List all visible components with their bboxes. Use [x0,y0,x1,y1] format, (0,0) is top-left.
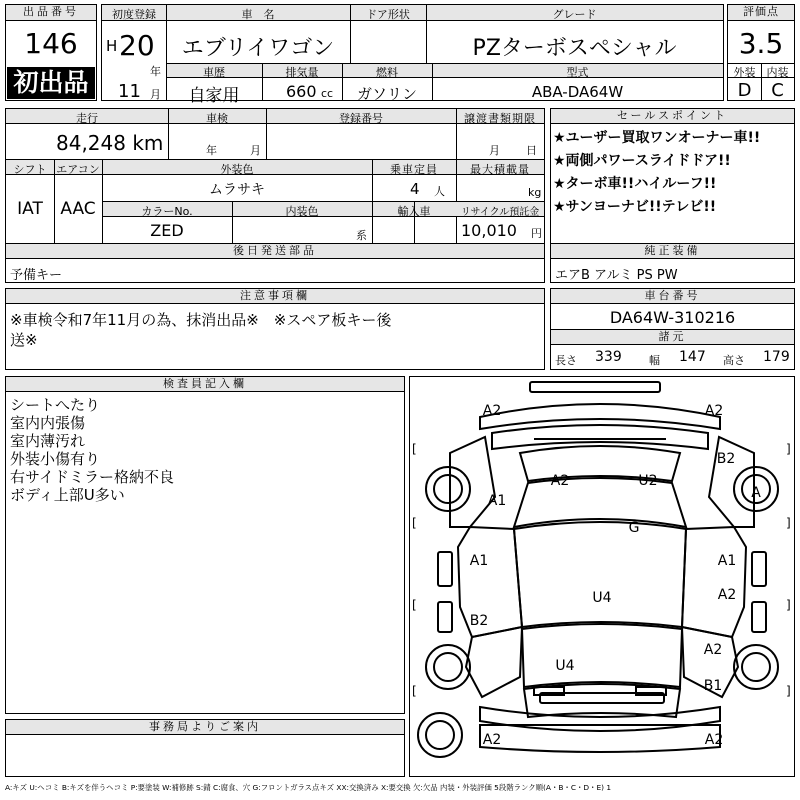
history-label: 車歴 [203,66,225,79]
first-reg-year: 20 [119,29,155,62]
notes-line-1: ※車検令和7年11月の為、抹消出品※ ※スペア板キー後 [10,311,392,329]
color-no-value: ZED [150,221,184,240]
notes-box [5,288,545,370]
inspector-line: 右サイドミラー格納不良 [10,468,174,486]
inspector-line: ボディ上部U多い [10,486,125,504]
damage-mark: A1 [717,553,737,569]
damage-mark: U4 [555,658,575,674]
mileage-label: 走行 [76,112,98,125]
reg-no-label: 登録番号 [339,112,383,125]
svg-text:[: [ [412,442,417,456]
capacity-label: 乗車定員 [390,163,438,176]
equip-label: 純正装備 [551,244,794,259]
svg-text:[: [ [412,598,417,612]
svg-text:[: [ [412,684,417,698]
model-label: 型式 [566,66,589,79]
chassis-label: 車台番号 [551,289,794,304]
spec-label: 諸元 [551,330,794,345]
inspector-line: 室内内張傷 [10,414,86,432]
displacement-label: 排気量 [285,66,319,79]
ext-color-value: ムラサキ [209,182,265,198]
capacity-value: 4 [410,180,420,198]
chassis-value: DA64W-310216 [609,308,736,327]
inspector-box [5,376,405,714]
svg-text:]: ] [786,442,791,456]
import-label: 輸入車 [397,205,431,218]
office-notice-label: 事務局よりご案内 [6,720,404,735]
first-reg-month: 11 [118,81,141,102]
damage-mark: A2 [704,403,724,419]
exterior-grade-label: 外装 [733,66,756,79]
damage-mark: A [751,485,761,501]
car-body-diagram [410,377,794,776]
later-parts-label: 後日発送部品 [6,244,544,259]
sales-points-label: セールスポイント [551,109,794,124]
width-value: 147 [679,349,706,365]
inspection-year-unit: 年 [206,144,217,157]
vehicle-header-table [101,4,724,106]
svg-text:]: ] [786,684,791,698]
transfer-day-unit: 日 [526,144,537,157]
svg-text:]: ] [786,516,791,530]
displacement-unit: cc [321,87,334,100]
sales-point-2: ★両側パワースライドドア!! [553,153,731,169]
load-label: 最大積載量 [470,163,530,176]
inspection-month-unit: 月 [250,144,261,157]
month-unit: 月 [150,88,161,101]
damage-mark: A2 [550,473,570,489]
sales-point-3: ★ターボ車!!ハイルーフ!! [553,176,717,192]
recycle-unit: 円 [531,227,542,240]
lot-number-box [5,4,97,101]
inspection-label: 車検 [206,112,228,125]
damage-mark: A2 [482,403,502,419]
transfer-month-unit: 月 [489,144,500,157]
length-value: 339 [595,349,622,365]
door-label: ドア形状 [366,8,410,21]
score-label: 評価点 [728,5,794,21]
aircon-value: AAC [60,199,96,219]
damage-mark: B1 [703,678,723,694]
ext-color-label: 外装色 [220,163,254,176]
fuel-label: 燃料 [376,66,398,79]
first-reg-label: 初度登録 [112,8,156,21]
later-parts-value: 予備キー [10,268,63,283]
lot-number-label: 出品番号 [6,5,96,21]
sales-points-box [550,108,795,283]
fuel-value: ガソリン [356,85,417,103]
damage-mark: A2 [704,732,724,748]
svg-text:]: ] [786,598,791,612]
shift-value: IAT [17,199,43,219]
chassis-box [550,288,795,370]
damage-mark: A1 [469,553,489,569]
height-label: 高さ [723,354,745,367]
vehicle-detail-table [5,108,545,283]
transfer-label: 譲渡書類期限 [464,112,536,125]
load-unit: kg [528,186,542,199]
sales-point-1: ★ユーザー買取ワンオーナー車!! [553,130,761,146]
damage-mark: B2 [716,451,736,467]
grade-label: グレード [552,8,597,21]
notes-line-2: 送※ [10,331,38,349]
shift-label: シフト [13,163,47,176]
damage-mark: G [628,520,640,536]
sales-point-4: ★サンヨーナビ!!テレビ!! [553,199,717,215]
capacity-unit: 人 [434,185,445,198]
damage-legend: A:キズ U:ヘコミ B:キズを伴うヘコミ P:要塗装 W:補修跡 S:錆 C:腐食、穴 G:フロントガラス点キズ XX:交換済み X:要交換 欠:欠品 内装・外装評価 5段階ランク順(A・B・C・D・E) 1 [5,783,612,792]
interior-grade-value: C [771,80,784,101]
inspector-line: シートへたり [10,396,101,414]
damage-mark: U2 [638,473,658,489]
office-notice-box [5,719,405,777]
height-value: 179 [763,349,790,365]
damage-mark: U4 [592,590,612,606]
inspector-label: 検査員記入欄 [6,377,404,392]
score-box [727,4,795,101]
recycle-value: 10,010 [461,221,517,240]
recycle-label: リサイクル預託金 [460,207,540,218]
era-letter: H [106,37,118,55]
damage-mark: B2 [469,613,489,629]
damage-mark: A1 [487,493,507,509]
score-value: 3.5 [738,27,784,60]
damage-diagram-box [409,376,795,777]
color-no-label: カラーNo. [141,205,193,218]
mileage-value: 84,248 km [56,131,164,155]
inspector-line: 外装小傷有り [10,450,101,468]
year-unit: 年 [150,65,161,78]
exterior-grade-value: D [737,80,752,101]
model-value: ABA-DA64W [531,83,624,101]
int-color-unit: 系 [356,229,367,242]
damage-mark: A2 [717,587,737,603]
equip-value: エアB アルミ PS PW [555,268,678,283]
interior-grade-label: 内装 [766,66,789,79]
history-value: 自家用 [188,86,240,106]
notes-label: 注意事項欄 [6,289,544,304]
inspector-line: 室内薄汚れ [10,432,86,450]
length-label: 長さ [555,354,577,367]
damage-mark: A2 [482,732,502,748]
width-label: 幅 [649,354,660,367]
svg-text:[: [ [412,516,417,530]
lot-number-value: 146 [24,27,78,60]
displacement-value: 660 [286,82,317,101]
car-name-label: 車 名 [241,8,275,21]
aircon-label: エアコン [56,163,100,176]
grade-value: PZターボスペシャル [472,36,677,61]
first-listing-badge: 初出品 [7,67,95,99]
int-color-label: 内装色 [285,205,319,218]
damage-mark: A2 [703,642,723,658]
car-name-value: エブリイワゴン [181,36,335,61]
